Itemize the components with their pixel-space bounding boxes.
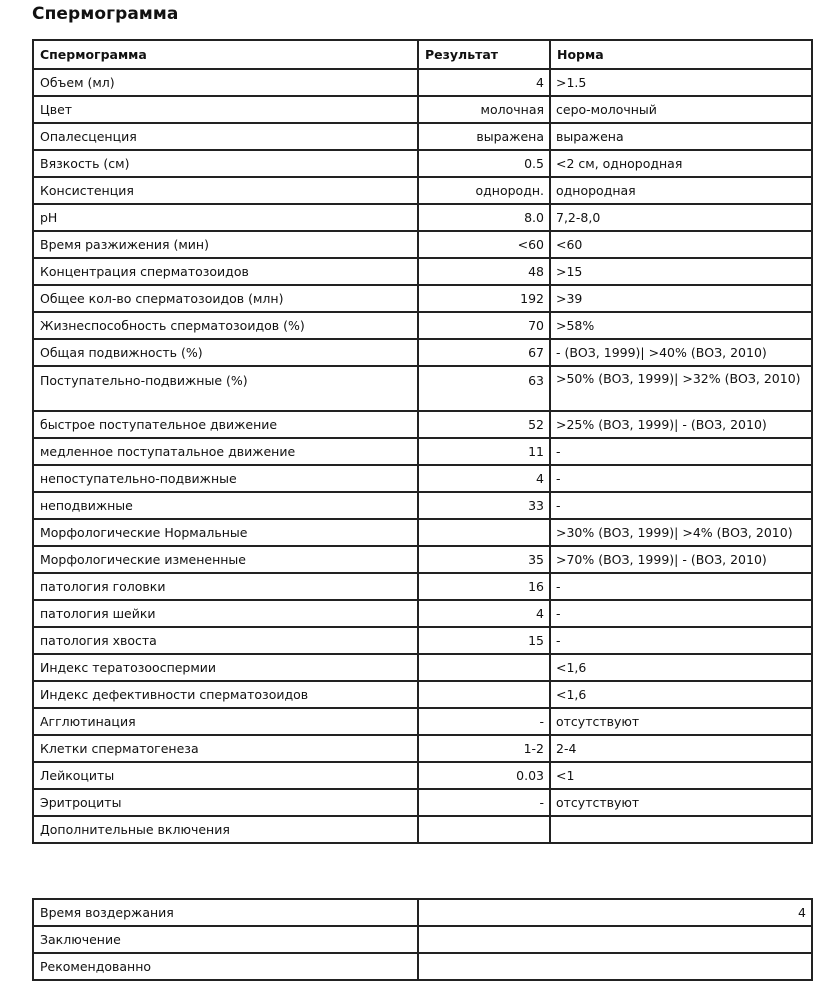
table-row <box>33 411 812 438</box>
table-row <box>33 258 812 285</box>
row-result-cell: 33 <box>418 492 550 519</box>
row-name-cell: неподвижные <box>33 492 418 519</box>
row-name-cell: непоступательно-подвижные <box>33 465 418 492</box>
row-name-cell: pH <box>33 204 418 231</box>
row-norm-cell: >1.5 <box>550 69 812 96</box>
spermogram-table <box>32 39 813 844</box>
summary-row <box>33 926 812 953</box>
row-name-cell: Вязкость (см) <box>33 150 418 177</box>
table-row <box>33 573 812 600</box>
row-norm-cell: >39 <box>550 285 812 312</box>
row-norm-cell: серо-молочный <box>550 96 812 123</box>
row-result-cell <box>418 816 550 843</box>
row-norm-cell: >58% <box>550 312 812 339</box>
table-row <box>33 708 812 735</box>
page-title: Спермограмма <box>32 4 179 24</box>
table-row <box>33 231 812 258</box>
row-result-cell: выражена <box>418 123 550 150</box>
table-row <box>33 438 812 465</box>
table-row <box>33 150 812 177</box>
row-result-cell: молочная <box>418 96 550 123</box>
summary-row <box>33 899 812 926</box>
row-name-cell: Концентрация сперматозоидов <box>33 258 418 285</box>
row-norm-cell: <1,6 <box>550 654 812 681</box>
row-result-cell: 35 <box>418 546 550 573</box>
header-norm: Норма <box>550 40 812 69</box>
row-result-cell: <60 <box>418 231 550 258</box>
row-name-cell: Индекс дефективности сперматозоидов <box>33 681 418 708</box>
summary-name-cell: Время воздержания <box>33 899 418 926</box>
row-norm-cell: 2-4 <box>550 735 812 762</box>
table-row <box>33 600 812 627</box>
row-norm-cell: <2 см, однородная <box>550 150 812 177</box>
row-name-cell: Дополнительные включения <box>33 816 418 843</box>
table-row <box>33 69 812 96</box>
row-norm-cell: - <box>550 492 812 519</box>
row-name-cell: Морфологические измененные <box>33 546 418 573</box>
row-name-cell: Клетки сперматогенеза <box>33 735 418 762</box>
table-row <box>33 681 812 708</box>
table-row <box>33 285 812 312</box>
row-name-cell: Опалесценция <box>33 123 418 150</box>
row-norm-cell: отсутствуют <box>550 708 812 735</box>
row-norm-cell: - (ВОЗ, 1999)| >40% (ВОЗ, 2010) <box>550 339 812 366</box>
row-result-cell: 70 <box>418 312 550 339</box>
header-name: Спермограмма <box>33 40 418 69</box>
row-norm-cell: <60 <box>550 231 812 258</box>
table-row <box>33 627 812 654</box>
summary-row <box>33 953 812 980</box>
header-row <box>33 40 812 69</box>
header-result: Результат <box>418 40 550 69</box>
row-name-cell: Индекс тератозооспермии <box>33 654 418 681</box>
summary-table <box>32 898 813 981</box>
row-norm-cell: - <box>550 600 812 627</box>
table-body <box>33 69 812 843</box>
row-name-cell: Время разжижения (мин) <box>33 231 418 258</box>
row-norm-cell: - <box>550 627 812 654</box>
table-row <box>33 546 812 573</box>
row-name-cell: быстрое поступательное движение <box>33 411 418 438</box>
row-result-cell: 67 <box>418 339 550 366</box>
table-row <box>33 762 812 789</box>
row-result-cell: 192 <box>418 285 550 312</box>
table-row <box>33 123 812 150</box>
row-result-cell: 8.0 <box>418 204 550 231</box>
row-norm-cell: <1 <box>550 762 812 789</box>
row-norm-cell: - <box>550 573 812 600</box>
table-row <box>33 789 812 816</box>
row-result-cell: - <box>418 708 550 735</box>
row-norm-cell: >25% (ВОЗ, 1999)| - (ВОЗ, 2010) <box>550 411 812 438</box>
row-name-cell: медленное поступатальное движение <box>33 438 418 465</box>
row-name-cell: патология головки <box>33 573 418 600</box>
row-norm-cell: однородная <box>550 177 812 204</box>
row-name-cell: Морфологические Нормальные <box>33 519 418 546</box>
row-result-cell <box>418 519 550 546</box>
row-result-cell: 16 <box>418 573 550 600</box>
row-result-cell <box>418 654 550 681</box>
row-name-cell: Лейкоциты <box>33 762 418 789</box>
row-name-cell: патология шейки <box>33 600 418 627</box>
row-result-cell: 4 <box>418 465 550 492</box>
row-name-cell: Консистенция <box>33 177 418 204</box>
row-result-cell: 15 <box>418 627 550 654</box>
row-result-cell: 1-2 <box>418 735 550 762</box>
row-norm-cell: отсутствуют <box>550 789 812 816</box>
row-name-cell: Общее кол-во сперматозоидов (млн) <box>33 285 418 312</box>
row-name-cell: Поступательно-подвижные (%) <box>33 366 418 411</box>
summary-name-cell: Заключение <box>33 926 418 953</box>
row-result-cell: 0.03 <box>418 762 550 789</box>
row-result-cell: 52 <box>418 411 550 438</box>
summary-body <box>33 899 812 980</box>
table-row <box>33 519 812 546</box>
table-row <box>33 366 812 411</box>
row-norm-cell: <1,6 <box>550 681 812 708</box>
row-result-cell: 0.5 <box>418 150 550 177</box>
row-result-cell: 4 <box>418 600 550 627</box>
table-row <box>33 96 812 123</box>
row-norm-cell: 7,2-8,0 <box>550 204 812 231</box>
table-row <box>33 177 812 204</box>
table-row <box>33 492 812 519</box>
row-result-cell: однородн. <box>418 177 550 204</box>
summary-value-cell <box>418 926 812 953</box>
summary-name-cell: Рекомендованно <box>33 953 418 980</box>
row-norm-cell: >15 <box>550 258 812 285</box>
row-norm-cell: >30% (ВОЗ, 1999)| >4% (ВОЗ, 2010) <box>550 519 812 546</box>
row-norm-cell: >70% (ВОЗ, 1999)| - (ВОЗ, 2010) <box>550 546 812 573</box>
row-name-cell: Жизнеспособность сперматозоидов (%) <box>33 312 418 339</box>
row-name-cell: патология хвоста <box>33 627 418 654</box>
table-row <box>33 654 812 681</box>
table-row <box>33 465 812 492</box>
row-result-cell: 63 <box>418 366 550 411</box>
row-result-cell: - <box>418 789 550 816</box>
row-result-cell: 48 <box>418 258 550 285</box>
row-norm-cell: - <box>550 465 812 492</box>
row-name-cell: Общая подвижность (%) <box>33 339 418 366</box>
row-name-cell: Объем (мл) <box>33 69 418 96</box>
row-norm-cell <box>550 816 812 843</box>
row-name-cell: Эритроциты <box>33 789 418 816</box>
row-name-cell: Цвет <box>33 96 418 123</box>
row-result-cell: 4 <box>418 69 550 96</box>
table-row <box>33 312 812 339</box>
row-name-cell: Агглютинация <box>33 708 418 735</box>
table-row <box>33 204 812 231</box>
summary-value-cell <box>418 953 812 980</box>
row-norm-cell: >50% (ВОЗ, 1999)| >32% (ВОЗ, 2010) <box>550 366 812 411</box>
row-norm-cell: выражена <box>550 123 812 150</box>
row-result-cell <box>418 681 550 708</box>
row-norm-cell: - <box>550 438 812 465</box>
summary-value-cell: 4 <box>418 899 812 926</box>
table-row <box>33 339 812 366</box>
table-row <box>33 816 812 843</box>
table-row <box>33 735 812 762</box>
row-result-cell: 11 <box>418 438 550 465</box>
